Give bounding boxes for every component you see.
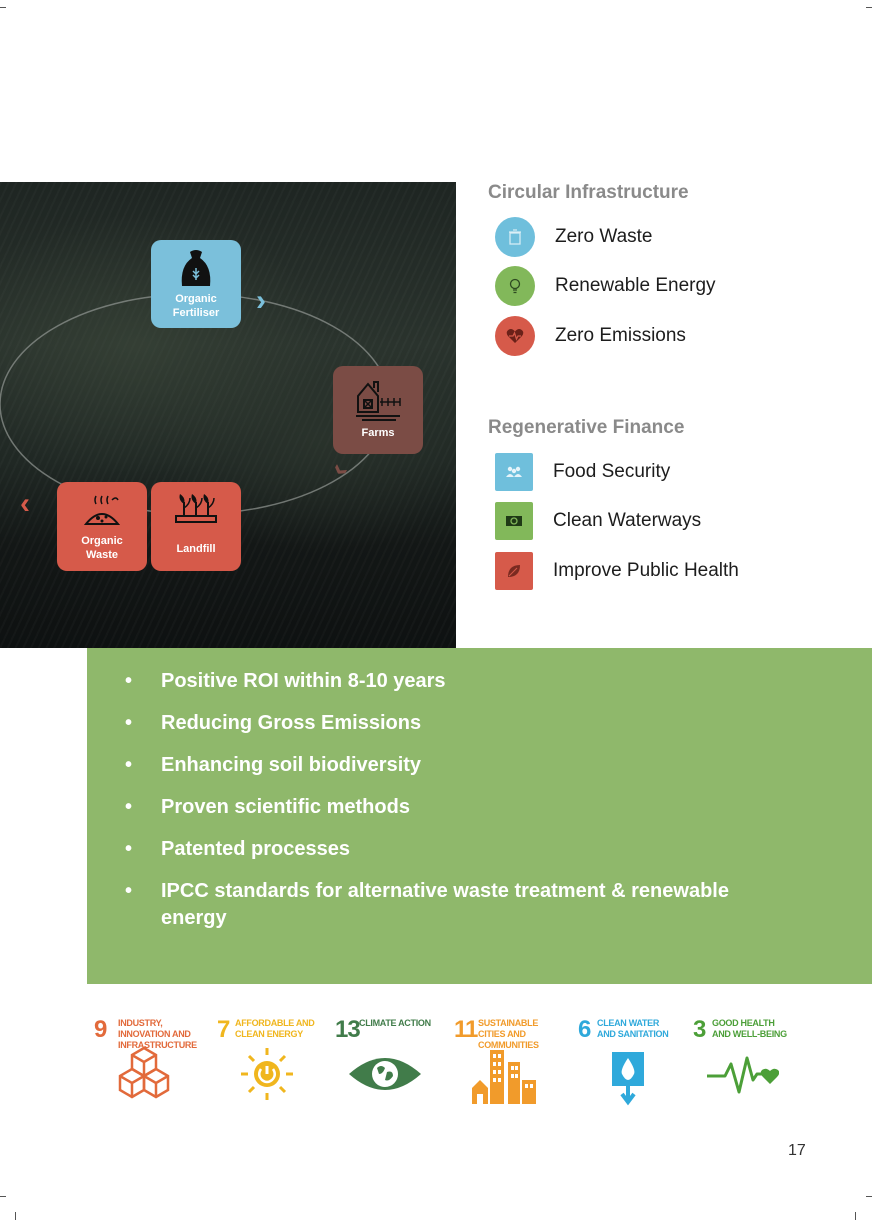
- sdg-tile-9: [88, 1010, 200, 1110]
- crop-mark: [0, 1196, 6, 1197]
- list-item: [495, 316, 686, 356]
- fertiliser-bag-icon: [176, 248, 216, 292]
- node-label: Organic Fertiliser: [172, 293, 220, 319]
- benefit-text: Proven scientific methods: [161, 796, 410, 818]
- page-number: 17: [788, 1142, 806, 1159]
- benefit-text: Reducing Gross Emissions: [161, 712, 422, 734]
- sdg-tile-11: [448, 1010, 560, 1110]
- item-label: Renewable Energy: [555, 275, 716, 296]
- leaf-icon: [495, 552, 533, 590]
- node-organic-waste: [57, 482, 147, 571]
- eye-globe-icon: [349, 1044, 421, 1106]
- item-label: Improve Public Health: [553, 560, 739, 581]
- node-landfill: [151, 482, 241, 571]
- sdg-title: GOOD HEALTH AND WELL-BEING: [712, 1018, 787, 1039]
- benefit-item: [125, 836, 785, 863]
- sdg-number: 7: [217, 1016, 230, 1043]
- list-item: [495, 452, 670, 492]
- seedlings-icon: [172, 490, 220, 530]
- sdg-title: CLEAN WATER AND SANITATION: [597, 1018, 669, 1039]
- bullet: •: [125, 712, 133, 734]
- crop-mark: [866, 7, 872, 8]
- bullet: •: [125, 838, 133, 860]
- bullet: •: [125, 754, 133, 776]
- crop-mark: [855, 1212, 856, 1220]
- node-label: Organic Waste: [81, 535, 123, 561]
- item-label: Zero Waste: [555, 226, 653, 247]
- heartbeat-icon: [495, 316, 535, 356]
- list-item: [495, 217, 653, 257]
- benefits-box: [87, 648, 872, 984]
- sdg-number: 9: [94, 1016, 107, 1043]
- node-label: Landfill: [176, 543, 216, 555]
- sun-power-icon: [231, 1044, 303, 1106]
- benefits-list: [125, 668, 785, 947]
- node-organic-fertiliser: [151, 240, 241, 328]
- bullet: •: [125, 796, 133, 818]
- benefit-text: Enhancing soil biodiversity: [161, 754, 422, 776]
- crop-mark: [866, 1196, 872, 1197]
- cycle-arrow-blue: ›: [256, 284, 266, 317]
- sdg-title: INDUSTRY, INNOVATION AND INFRASTRUCTURE: [118, 1018, 197, 1050]
- sdg-tile-7: [211, 1010, 323, 1110]
- regenerative-title: Regenerative Finance: [488, 417, 685, 438]
- sdg-tile-3: [687, 1010, 799, 1110]
- benefit-text: IPCC standards for alternative waste treatment & renewable energy: [161, 880, 729, 929]
- sdg-number: 6: [578, 1016, 591, 1043]
- benefit-item: [125, 668, 785, 695]
- benefit-item: [125, 710, 785, 737]
- cycle-arrow-brown: ›: [324, 458, 359, 484]
- water-icon: [592, 1044, 664, 1106]
- bin-icon: [495, 217, 535, 257]
- crop-mark: [15, 1212, 16, 1220]
- sdg-tile-13: [329, 1010, 441, 1110]
- compost-icon: [82, 490, 122, 530]
- node-label: Farms: [361, 427, 395, 439]
- heartbeat-icon: [707, 1044, 779, 1106]
- item-label: Food Security: [553, 461, 671, 482]
- node-farms: [333, 366, 423, 454]
- circular-title: Circular Infrastructure: [488, 182, 689, 203]
- benefit-item: [125, 878, 785, 932]
- item-label: Zero Emissions: [555, 325, 686, 346]
- lightbulb-icon: [495, 266, 535, 306]
- list-item: [495, 501, 701, 541]
- sdg-number: 11: [454, 1016, 478, 1043]
- item-label: Clean Waterways: [553, 510, 702, 531]
- benefit-item: [125, 752, 785, 779]
- bullet: •: [125, 670, 133, 692]
- sdg-title: CLIMATE ACTION: [359, 1018, 431, 1028]
- people-icon: [495, 453, 533, 491]
- sdg-title: AFFORDABLE AND CLEAN ENERGY: [235, 1018, 315, 1039]
- benefit-text: Positive ROI within 8-10 years: [161, 670, 446, 692]
- benefit-item: [125, 794, 785, 821]
- cycle-arrow-red: ‹: [20, 487, 30, 520]
- farm-barn-icon: [352, 374, 404, 422]
- city-icon: [468, 1044, 540, 1106]
- cubes-icon: [108, 1044, 180, 1106]
- banknote-icon: [495, 502, 533, 540]
- list-item: [495, 266, 716, 306]
- benefit-text: Patented processes: [161, 838, 350, 860]
- cycle-diagram: [0, 182, 456, 648]
- sdg-tile-6: [572, 1010, 684, 1110]
- list-item: [495, 551, 739, 591]
- sdg-number: 13: [335, 1016, 360, 1043]
- sdg-title: SUSTAINABLE CITIES AND COMMUNITIES: [478, 1018, 539, 1050]
- sdg-number: 3: [693, 1016, 706, 1043]
- bullet: •: [125, 880, 133, 902]
- crop-mark: [0, 7, 6, 8]
